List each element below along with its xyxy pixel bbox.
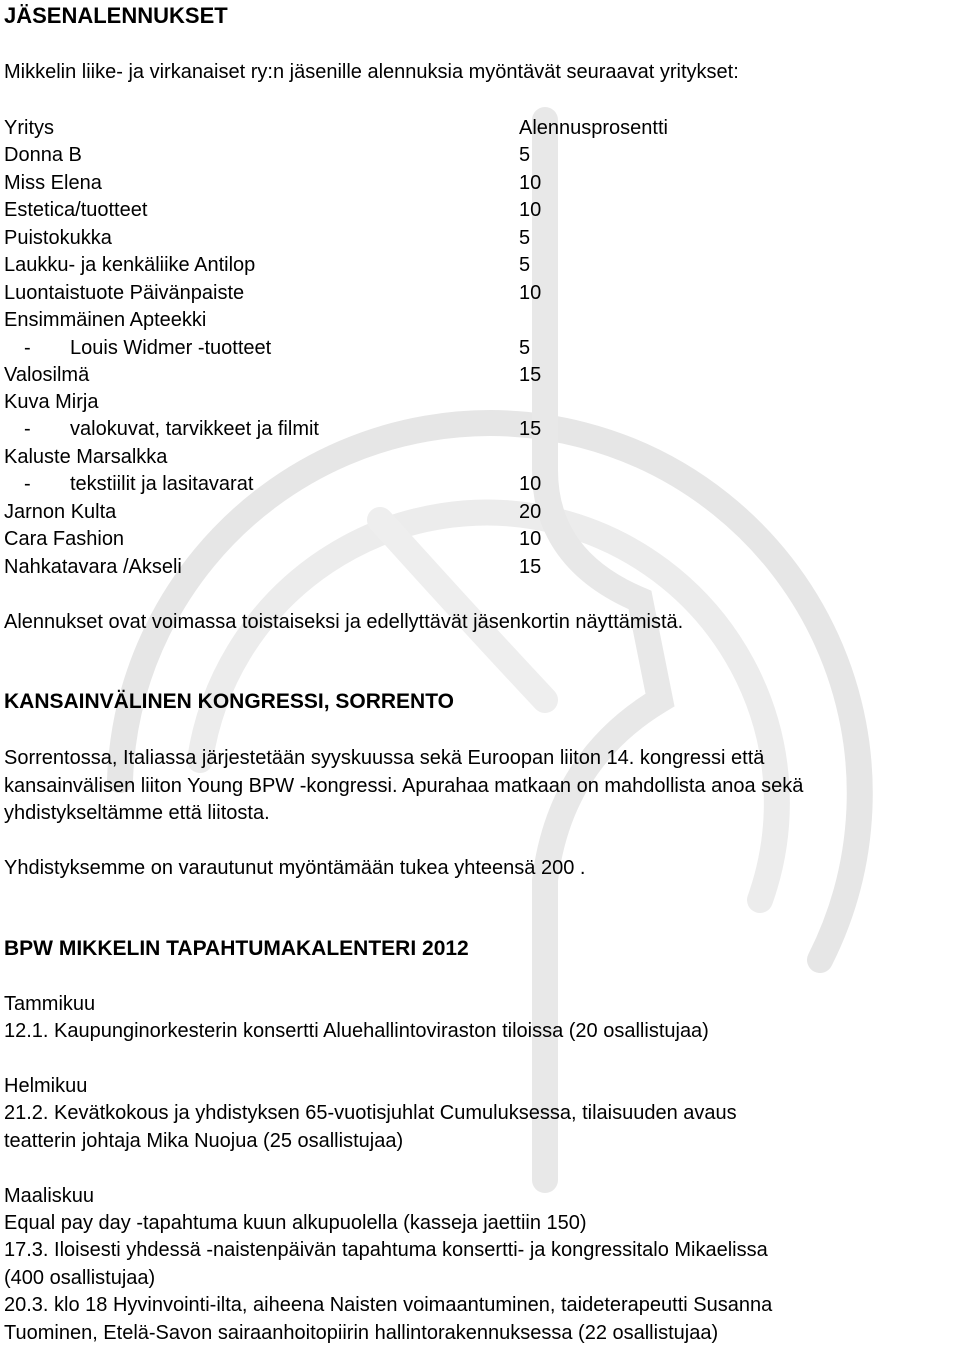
company-name: Cara Fashion — [4, 528, 125, 550]
col-percent-header: Alennusprosentti — [519, 117, 668, 139]
company-name: Donna B — [4, 144, 82, 166]
validity-note: Alennukset ovat voimassa toistaiseksi ja edellyttävät jäsenkortin näyttämistä. — [4, 611, 684, 633]
month-label-february: Helmikuu — [4, 1075, 88, 1097]
company-name: Valosilmä — [4, 364, 90, 386]
calendar-event: 17.3. Iloisesti yhdessä -naistenpäivän tapahtuma konsertti- ja kongressitalo Mikaelissa — [4, 1239, 768, 1261]
company-subitem — [24, 336, 271, 360]
calendar-heading: BPW MIKKELIN TAPAHTUMAKALENTERI 2012 — [4, 937, 469, 960]
calendar-event: 12.1. Kaupunginorkesterin konsertti Aluehallintoviraston tiloissa (20 osallistujaa) — [4, 1020, 709, 1042]
company-name: Luontaistuote Päivänpaiste — [4, 282, 245, 304]
discount-percent: 10 — [519, 528, 542, 550]
company-name: Ensimmäinen Apteekki — [4, 309, 207, 331]
discount-percent: 10 — [519, 282, 542, 304]
company-name: Nahkatavara /Akseli — [4, 556, 182, 578]
dash-bullet: - — [24, 418, 31, 440]
congress-paragraph-line: yhdistykseltämme että liitosta. — [4, 802, 270, 824]
discount-percent: 15 — [519, 556, 542, 578]
dash-bullet: - — [24, 337, 31, 359]
subitem-label: valokuvat, tarvikkeet ja filmit — [70, 418, 319, 440]
congress-paragraph-line: Sorrentossa, Italiassa järjestetään syyskuussa sekä Euroopan liiton 14. kongressi että — [4, 747, 765, 769]
company-subitem — [24, 472, 253, 496]
col-company-header: Yritys — [4, 117, 54, 139]
calendar-event-continued: Tuominen, Etelä-Savon sairaanhoitopiirin hallintorakennuksessa (22 osallistujaa) — [4, 1322, 719, 1344]
calendar-event: Equal pay day -tapahtuma kuun alkupuolella (kasseja jaettiin 150) — [4, 1212, 587, 1234]
calendar-event-continued: (400 osallistujaa) — [4, 1267, 156, 1289]
discount-percent: 10 — [519, 473, 542, 495]
discount-percent: 20 — [519, 501, 542, 523]
company-subitem — [24, 417, 319, 441]
company-name: Puistokukka — [4, 227, 112, 249]
discount-percent: 5 — [519, 227, 531, 249]
month-label-january: Tammikuu — [4, 993, 96, 1015]
congress-heading: KANSAINVÄLINEN KONGRESSI, SORRENTO — [4, 690, 454, 713]
dash-bullet: - — [24, 473, 31, 495]
calendar-event-continued: teatterin johtaja Mika Nuojua (25 osallistujaa) — [4, 1130, 404, 1152]
company-name: Miss Elena — [4, 172, 102, 194]
company-name: Kaluste Marsalkka — [4, 446, 168, 468]
discount-percent: 10 — [519, 199, 542, 221]
subitem-label: tekstiilit ja lasitavarat — [70, 473, 254, 495]
discount-percent: 5 — [519, 254, 531, 276]
page-title: JÄSENALENNUKSET — [4, 3, 228, 28]
discount-percent: 15 — [519, 418, 542, 440]
congress-support: Yhdistyksemme on varautunut myöntämään tukea yhteensä 200 . — [4, 857, 586, 879]
discount-percent: 5 — [519, 144, 531, 166]
discount-percent: 15 — [519, 364, 542, 386]
calendar-event: 21.2. Kevätkokous ja yhdistyksen 65-vuotisjuhlat Cumuluksessa, tilaisuuden avaus — [4, 1102, 737, 1124]
calendar-event: 20.3. klo 18 Hyvinvointi-ilta, aiheena Naisten voimaantuminen, taideterapeutti Susanna — [4, 1294, 773, 1316]
company-name: Kuva Mirja — [4, 391, 99, 413]
discount-percent: 5 — [519, 337, 531, 359]
month-label-march: Maaliskuu — [4, 1185, 95, 1207]
subitem-label: Louis Widmer -tuotteet — [70, 337, 272, 359]
company-name: Jarnon Kulta — [4, 501, 117, 523]
discount-percent: 10 — [519, 172, 542, 194]
company-name: Estetica/tuotteet — [4, 199, 148, 221]
congress-paragraph-line: kansainvälisen liiton Young BPW -kongressi. Apurahaa matkaan on mahdollista anoa sekä — [4, 775, 804, 797]
company-name: Laukku- ja kenkäliike Antilop — [4, 254, 256, 276]
intro-text: Mikkelin liike- ja virkanaiset ry:n jäsenille alennuksia myöntävät seuraavat yritykset: — [4, 61, 739, 83]
